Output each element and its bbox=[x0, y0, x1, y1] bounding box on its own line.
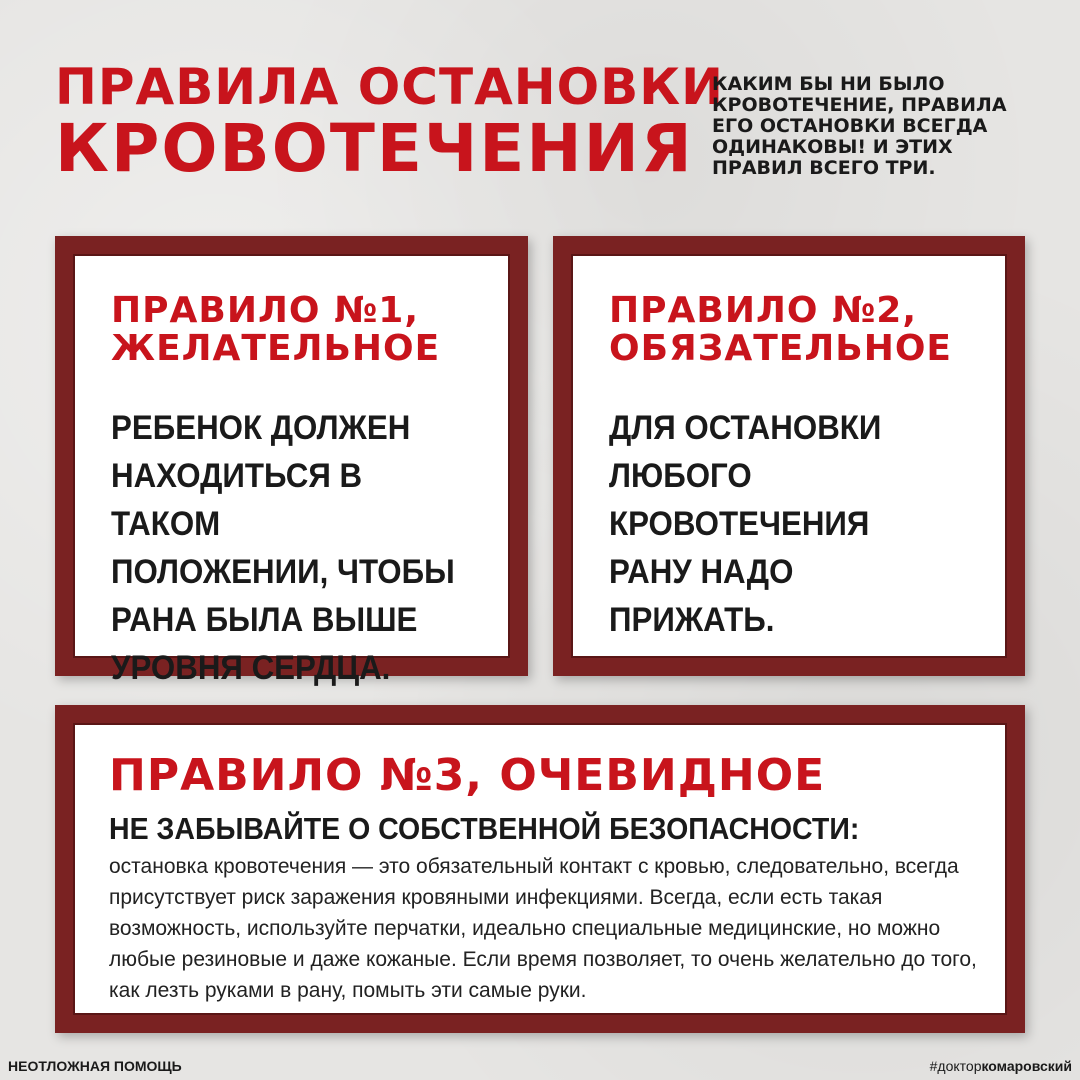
rule-card-2 bbox=[553, 236, 1025, 676]
rule-card-3 bbox=[55, 705, 1025, 1033]
rule-2-text-line: ЛЮБОГО bbox=[609, 457, 752, 495]
rule-1-text bbox=[111, 404, 478, 692]
page-title bbox=[55, 58, 724, 187]
footer-hashtag-prefix: #доктор bbox=[929, 1058, 982, 1074]
rule-1-text-line: НАХОДИТЬСЯ В ТАКОМ bbox=[111, 457, 363, 543]
rule-1-title-line2: ЖЕЛАТЕЛЬНОЕ bbox=[111, 327, 441, 369]
rule-2-text-line: КРОВОТЕЧЕНИЯ bbox=[609, 505, 870, 543]
rule-2-text-line: РАНУ НАДО bbox=[609, 553, 794, 591]
rule-2-text-line: ДЛЯ ОСТАНОВКИ bbox=[609, 409, 882, 447]
rule-1-text-line: ПОЛОЖЕНИИ, ЧТОБЫ bbox=[111, 553, 455, 591]
footer-category: НЕОТЛОЖНАЯ ПОМОЩЬ bbox=[8, 1058, 182, 1074]
rule-2-title bbox=[609, 292, 952, 368]
rule-card-1 bbox=[55, 236, 528, 687]
rule-1-text-line: РАНА БЫЛА ВЫШЕ bbox=[111, 601, 418, 639]
rule-3-body: остановка кровотечения — это обязательный контакт с кровью, следовательно, всегда присутствует риск заражения кровяными инфекциями. Всегда, если есть такая возможность, используйте перчатки, идеально специальные медицинские, но можно любые резиновые и даже кожаные. Если время позволяет, то очень желательно до того, как лезть руками в рану, помыть эти самые руки. bbox=[109, 855, 977, 1002]
rule-1-text-line: РЕБЕНОК ДОЛЖЕН bbox=[111, 409, 411, 447]
footer-hashtag-name: комаровский bbox=[981, 1058, 1072, 1074]
page-title-line2: КРОВОТЕЧЕНИЯ bbox=[55, 110, 694, 187]
rule-1-title-line1: ПРАВИЛО №1, bbox=[111, 290, 420, 331]
rule-3-title: ПРАВИЛО №3, ОЧЕВИДНОЕ bbox=[109, 750, 826, 801]
footer-hashtag bbox=[930, 1058, 1072, 1074]
rule-1-title bbox=[111, 292, 440, 368]
rule-2-title-line2: ОБЯЗАТЕЛЬНОЕ bbox=[609, 327, 953, 369]
rule-2-text bbox=[609, 404, 881, 644]
page-subtitle: КАКИМ БЫ НИ БЫЛО КРОВОТЕЧЕНИЕ, ПРАВИЛА ЕГО ОСТАНОВКИ ВСЕГДА ОДИНАКОВЫ! И ЭТИХ ПРАВИЛ ВСЕГО ТРИ. bbox=[712, 73, 1007, 179]
rule-2-title-line1: ПРАВИЛО №2, bbox=[609, 290, 918, 331]
page-title-line1: ПРАВИЛА ОСТАНОВКИ bbox=[55, 58, 724, 116]
rule-3-lead: НЕ ЗАБЫВАЙТЕ О СОБСТВЕННОЙ БЕЗОПАСНОСТИ: bbox=[109, 811, 860, 846]
header bbox=[55, 58, 724, 187]
rule-2-text-line: ПРИЖАТЬ. bbox=[609, 601, 775, 639]
rule-1-text-line: УРОВНЯ СЕРДЦА. bbox=[111, 649, 391, 687]
